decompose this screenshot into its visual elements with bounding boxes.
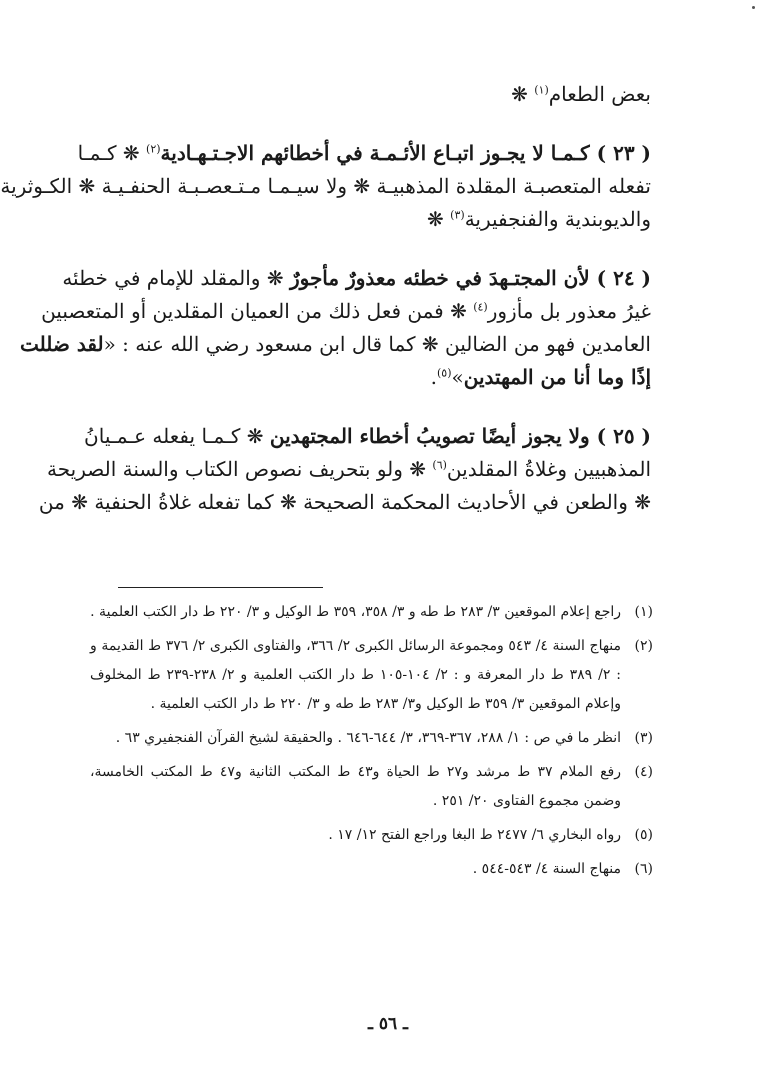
text-run: والديوبندية والفنجفيرية xyxy=(464,207,651,231)
text-run: ❋ xyxy=(427,207,451,231)
text-run: ❋ والمقلد للإمام في خطئه xyxy=(62,266,290,290)
text-line xyxy=(38,486,651,519)
footnote-ref: (٣) xyxy=(450,208,465,222)
footnote-text: منهاج السنة ٤/ ٥٤٣ ومجموعة الرسائل الكبرى ٢/ ٣٦٦، والفتاوى الكبرى ٢/ ٣٧٦ ط القديمة و : ٢/ ٣٨٩ ط دار المعرفة و : ٢/ ١٠٤-١٠٥ ط دار الكتب العلمية و ٢/ ٢٣٨-٢٣٩ ط المخلوف وإعلام الموقعين ٣/ ٣٥٩ ط الوكيل و٣/ ٢٨٣ ط طه و ٣/ ٢٢٠ ط دار الكتب العلمية . xyxy=(90,638,622,712)
text-line xyxy=(41,295,651,328)
footnote xyxy=(90,598,653,627)
footnote-number: (٦) xyxy=(634,861,653,877)
text-run: ❋ xyxy=(511,82,535,106)
paragraph-gap xyxy=(118,111,651,137)
text-line xyxy=(77,137,651,170)
footnote-ref: (٦) xyxy=(432,458,447,472)
paragraph-gap xyxy=(118,236,651,262)
text-run: ❋ كـمـا يفعله عـمـيانُ xyxy=(84,424,270,448)
text-run: تفعله المتعصبـة المقلدة المذهبيـة ❋ ولا سيـمـا مـتـعصـبـة الحنفـيـة ❋ الكـوثرية xyxy=(0,174,651,198)
paragraph-gap xyxy=(118,394,651,420)
bold-text: ( ٢٤ ) لأن المجتـهدَ في خطئه معذورٌ مأجورٌ xyxy=(289,266,651,290)
bold-text: لقد ضللت xyxy=(20,332,104,356)
footnote xyxy=(90,724,653,753)
page-number: ـ ٥٦ ـ xyxy=(367,1014,409,1034)
text-line xyxy=(118,78,651,111)
footnote xyxy=(90,632,653,719)
text-run: . xyxy=(430,365,437,389)
text-run: ❋ فمن فعل ذلك من العميان المقلدين أو المتعصبين xyxy=(41,299,474,323)
main-text xyxy=(0,78,651,519)
text-run: غيرُ معذور بل مأزور xyxy=(487,299,651,323)
bold-text: إذًا وما أنا من المهتدين xyxy=(463,365,651,389)
text-run: » xyxy=(451,365,464,389)
text-line xyxy=(118,203,651,236)
footnote-text: انظر ما في ص : ١/ ٢٨٨، ٣٦٧-٣٦٩، ٣/ ٦٤٤-٦٤٦ . والحقيقة لشيخ القرآن الفنجفيري ٦٣ . xyxy=(115,730,621,746)
footnotes xyxy=(90,598,653,889)
text-line xyxy=(47,453,651,486)
footnote-ref: (٢) xyxy=(146,142,161,156)
page-speck xyxy=(752,6,755,9)
footnote xyxy=(90,758,653,816)
text-line xyxy=(20,328,651,361)
footnote-separator xyxy=(118,587,323,588)
footnote xyxy=(90,821,653,850)
footnote-number: (٤) xyxy=(634,764,653,780)
footnote-number: (١) xyxy=(634,604,653,620)
footnote xyxy=(90,855,653,884)
footnote-text: منهاج السنة ٤/ ٥٤٣-٥٤٤ . xyxy=(472,861,621,877)
text-run: ❋ والطعن في الأحاديث المحكمة الصحيحة ❋ كما تفعله غلاةُ الحنفية ❋ من xyxy=(38,490,651,514)
footnote-number: (٢) xyxy=(634,638,653,654)
footnote-ref: (٥) xyxy=(436,366,452,380)
text-line xyxy=(84,420,651,453)
text-line xyxy=(62,262,651,295)
text-run: المذهبيين وغلاةُ المقلدين xyxy=(446,457,651,481)
footnote-text: راجع إعلام الموقعين ٣/ ٢٨٣ ط طه و ٣/ ٣٥٨، ٣٥٩ ط الوكيل و ٣/ ٢٢٠ ط دار الكتب العلمية . xyxy=(90,604,621,620)
text-line xyxy=(118,361,651,394)
footnote-ref: (١) xyxy=(534,83,549,97)
footnote-number: (٥) xyxy=(634,827,653,843)
footnote-number: (٣) xyxy=(634,730,653,746)
text-run: ❋ كـمـا xyxy=(77,141,147,165)
bold-text: ( ٢٣ ) كـمـا لا يجـوز اتبـاع الأئـمـة في أخطائهم الاجـتـهـادية xyxy=(160,141,651,165)
footnote-text: رواه البخاري ٦/ ٢٤٧٧ ط البغا وراجع الفتح ١٢/ ١٧ . xyxy=(328,827,621,843)
bold-text: ( ٢٥ ) ولا يجوز أيضًا تصويبُ أخطاء المجتهدين xyxy=(269,424,651,448)
footnote-text: رفع الملام ٣٧ ط مرشد و٢٧ ط الحياة و٤٣ ط المكتب الثانية و٤٧ ط المكتب الخامسة، وضمن مجموع الفتاوى ٢٠/ ٢٥١ . xyxy=(90,764,622,809)
text-run: العامدين فهو من الضالين ❋ كما قال ابن مسعود رضي الله عنه : « xyxy=(103,332,651,356)
footnote-ref: (٤) xyxy=(473,300,488,314)
text-run: بعض الطعام xyxy=(548,82,651,106)
text-run: ❋ ولو بتحريف نصوص الكتاب والسنة الصريحة xyxy=(47,457,433,481)
text-line xyxy=(0,170,651,203)
